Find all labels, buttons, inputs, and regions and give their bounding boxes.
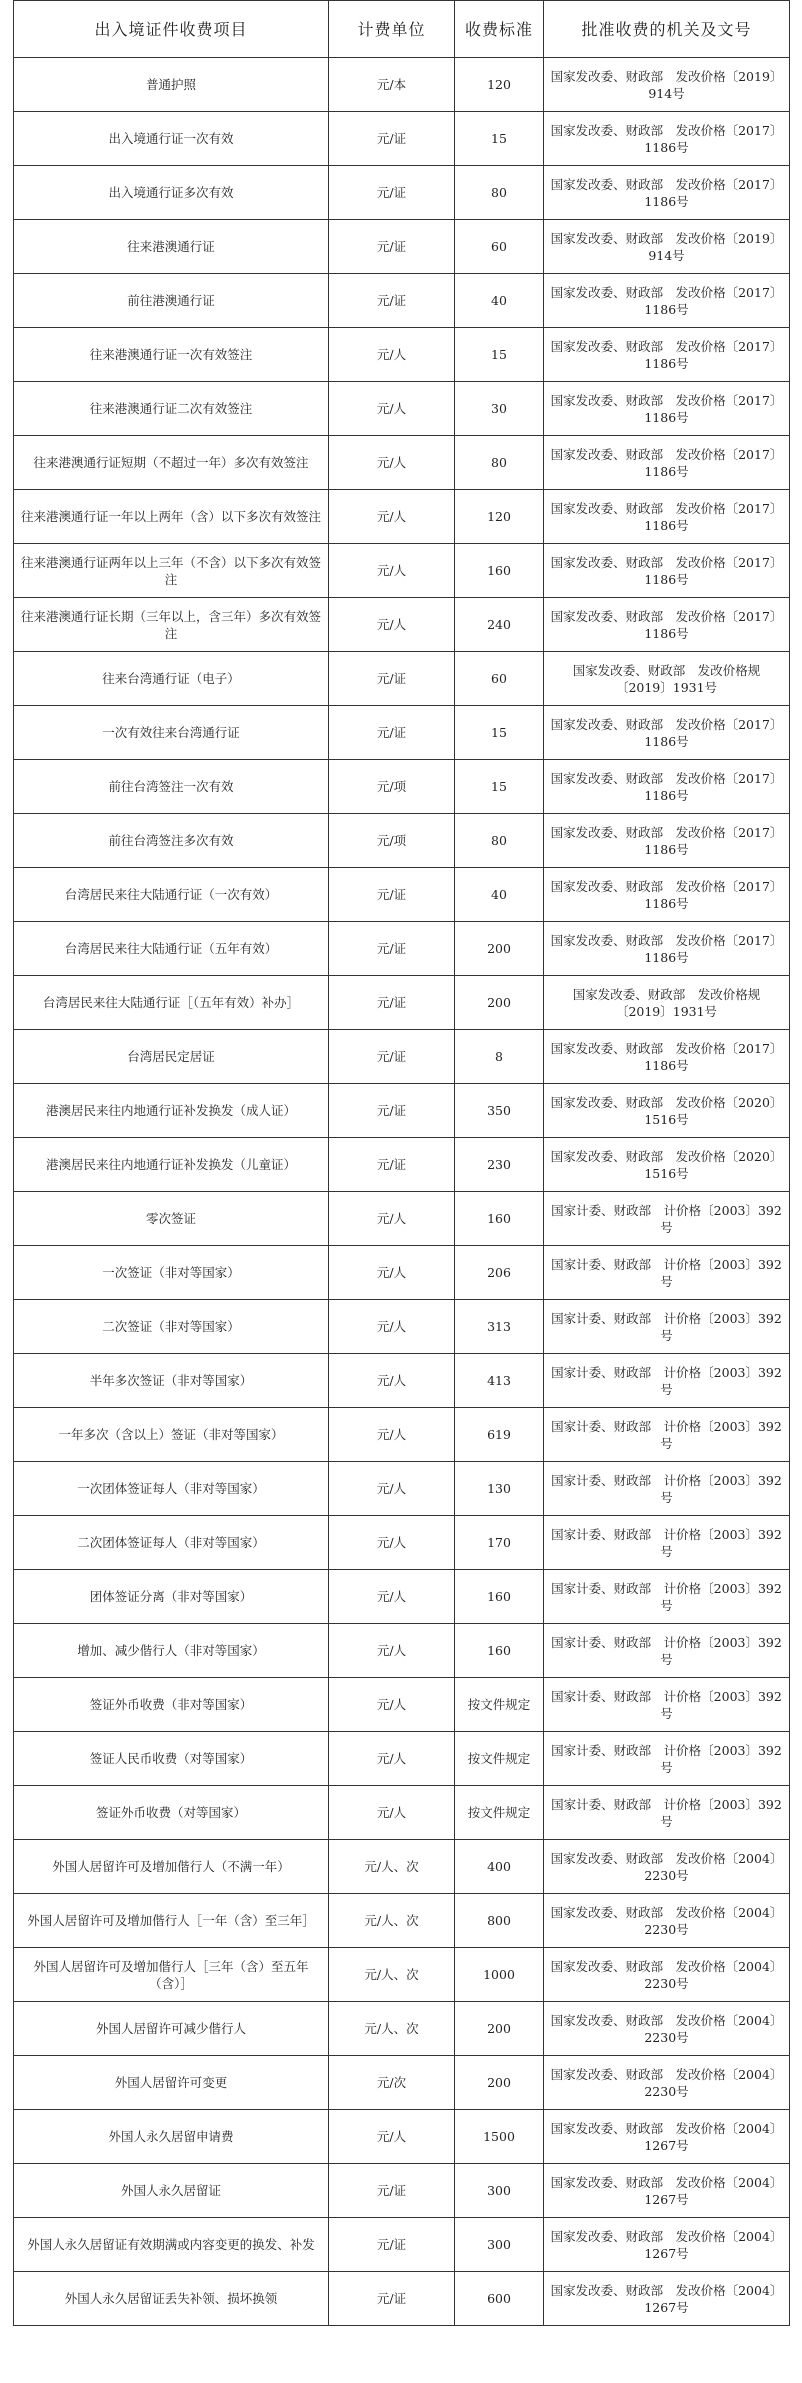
unit-cell: 元/人 xyxy=(329,1678,455,1732)
item-cell: 台湾居民来往大陆通行证（五年有效） xyxy=(14,922,329,976)
item-cell: 签证外币收费（对等国家） xyxy=(14,1786,329,1840)
unit-cell: 元/人 xyxy=(329,436,455,490)
unit-cell: 元/人 xyxy=(329,1624,455,1678)
authority-cell: 国家计委、财政部 计价格〔2003〕392号 xyxy=(544,1516,790,1570)
unit-cell: 元/人 xyxy=(329,598,455,652)
item-cell: 外国人居留许可及增加偕行人（不满一年） xyxy=(14,1840,329,1894)
item-cell: 二次签证（非对等国家） xyxy=(14,1300,329,1354)
item-cell: 半年多次签证（非对等国家） xyxy=(14,1354,329,1408)
table-row xyxy=(14,1462,790,1516)
item-cell: 台湾居民来往大陆通行证［（五年有效）补办］ xyxy=(14,976,329,1030)
table-row xyxy=(14,1894,790,1948)
authority-cell: 国家发改委、财政部 发改价格〔2004〕1267号 xyxy=(544,2218,790,2272)
unit-cell: 元/项 xyxy=(329,814,455,868)
authority-cell: 国家发改委、财政部 发改价格〔2004〕1267号 xyxy=(544,2110,790,2164)
unit-cell: 元/人 xyxy=(329,2110,455,2164)
authority-cell: 国家发改委、财政部 发改价格〔2017〕1186号 xyxy=(544,328,790,382)
authority-cell: 国家发改委、财政部 发改价格〔2004〕2230号 xyxy=(544,2002,790,2056)
authority-cell: 国家计委、财政部 计价格〔2003〕392号 xyxy=(544,1246,790,1300)
authority-cell: 国家发改委、财政部 发改价格〔2017〕1186号 xyxy=(544,490,790,544)
authority-cell: 国家发改委、财政部 发改价格〔2017〕1186号 xyxy=(544,1030,790,1084)
authority-cell: 国家发改委、财政部 发改价格〔2019〕914号 xyxy=(544,58,790,112)
fee-cell: 15 xyxy=(455,760,544,814)
item-cell: 前往港澳通行证 xyxy=(14,274,329,328)
authority-cell: 国家发改委、财政部 发改价格〔2017〕1186号 xyxy=(544,760,790,814)
authority-cell: 国家发改委、财政部 发改价格〔2017〕1186号 xyxy=(544,706,790,760)
item-cell: 一年多次（含以上）签证（非对等国家） xyxy=(14,1408,329,1462)
table-row xyxy=(14,274,790,328)
fee-cell: 800 xyxy=(455,1894,544,1948)
table-row xyxy=(14,1246,790,1300)
unit-cell: 元/证 xyxy=(329,922,455,976)
authority-cell: 国家发改委、财政部 发改价格〔2004〕1267号 xyxy=(544,2164,790,2218)
item-cell: 外国人居留许可变更 xyxy=(14,2056,329,2110)
unit-cell: 元/证 xyxy=(329,112,455,166)
authority-cell: 国家计委、财政部 计价格〔2003〕392号 xyxy=(544,1786,790,1840)
table-row xyxy=(14,760,790,814)
item-cell: 普通护照 xyxy=(14,58,329,112)
fee-cell: 60 xyxy=(455,220,544,274)
unit-cell: 元/证 xyxy=(329,1030,455,1084)
unit-cell: 元/人 xyxy=(329,1570,455,1624)
fee-cell: 按文件规定 xyxy=(455,1786,544,1840)
table-row xyxy=(14,598,790,652)
item-cell: 签证人民币收费（对等国家） xyxy=(14,1732,329,1786)
table-row xyxy=(14,436,790,490)
unit-cell: 元/人、次 xyxy=(329,1948,455,2002)
fee-cell: 80 xyxy=(455,436,544,490)
fee-cell: 240 xyxy=(455,598,544,652)
fee-cell: 313 xyxy=(455,1300,544,1354)
unit-cell: 元/证 xyxy=(329,1138,455,1192)
fee-cell: 60 xyxy=(455,652,544,706)
authority-cell: 国家发改委、财政部 发改价格〔2017〕1186号 xyxy=(544,274,790,328)
fee-cell: 160 xyxy=(455,1624,544,1678)
fee-cell: 400 xyxy=(455,1840,544,1894)
item-cell: 一次有效往来台湾通行证 xyxy=(14,706,329,760)
fee-cell: 619 xyxy=(455,1408,544,1462)
item-cell: 港澳居民来往内地通行证补发换发（成人证） xyxy=(14,1084,329,1138)
unit-cell: 元/证 xyxy=(329,1084,455,1138)
authority-cell: 国家发改委、财政部 发改价格〔2017〕1186号 xyxy=(544,436,790,490)
table-row xyxy=(14,328,790,382)
table-row xyxy=(14,1408,790,1462)
fee-cell: 15 xyxy=(455,706,544,760)
item-cell: 往来台湾通行证（电子） xyxy=(14,652,329,706)
authority-cell: 国家发改委、财政部 发改价格规〔2019〕1931号 xyxy=(544,652,790,706)
header-fee: 收费标准 xyxy=(455,1,544,58)
unit-cell: 元/人 xyxy=(329,1786,455,1840)
authority-cell: 国家发改委、财政部 发改价格〔2004〕1267号 xyxy=(544,2272,790,2326)
item-cell: 往来港澳通行证二次有效签注 xyxy=(14,382,329,436)
item-cell: 往来港澳通行证两年以上三年（不含）以下多次有效签注 xyxy=(14,544,329,598)
fee-cell: 15 xyxy=(455,328,544,382)
fee-cell: 80 xyxy=(455,166,544,220)
item-cell: 外国人永久居留证丢失补领、损坏换领 xyxy=(14,2272,329,2326)
table-header xyxy=(14,1,790,58)
item-cell: 往来港澳通行证短期（不超过一年）多次有效签注 xyxy=(14,436,329,490)
authority-cell: 国家发改委、财政部 发改价格〔2020〕1516号 xyxy=(544,1138,790,1192)
fee-cell: 1000 xyxy=(455,1948,544,2002)
authority-cell: 国家发改委、财政部 发改价格〔2017〕1186号 xyxy=(544,544,790,598)
unit-cell: 元/证 xyxy=(329,652,455,706)
authority-cell: 国家发改委、财政部 发改价格〔2017〕1186号 xyxy=(544,112,790,166)
fee-cell: 按文件规定 xyxy=(455,1732,544,1786)
fee-cell: 170 xyxy=(455,1516,544,1570)
table-row xyxy=(14,922,790,976)
unit-cell: 元/人 xyxy=(329,490,455,544)
fee-cell: 160 xyxy=(455,1192,544,1246)
table-row xyxy=(14,1948,790,2002)
fee-cell: 40 xyxy=(455,868,544,922)
table-row xyxy=(14,112,790,166)
fee-table xyxy=(13,0,790,2326)
unit-cell: 元/人 xyxy=(329,1732,455,1786)
authority-cell: 国家计委、财政部 计价格〔2003〕392号 xyxy=(544,1300,790,1354)
authority-cell: 国家计委、财政部 计价格〔2003〕392号 xyxy=(544,1462,790,1516)
authority-cell: 国家发改委、财政部 发改价格〔2017〕1186号 xyxy=(544,868,790,922)
table-row xyxy=(14,1354,790,1408)
table-body xyxy=(14,58,790,2326)
item-cell: 港澳居民来往内地通行证补发换发（儿童证） xyxy=(14,1138,329,1192)
item-cell: 外国人居留许可及增加偕行人［一年（含）至三年］ xyxy=(14,1894,329,1948)
item-cell: 外国人永久居留申请费 xyxy=(14,2110,329,2164)
unit-cell: 元/人 xyxy=(329,544,455,598)
unit-cell: 元/人 xyxy=(329,1246,455,1300)
fee-cell: 350 xyxy=(455,1084,544,1138)
unit-cell: 元/证 xyxy=(329,220,455,274)
authority-cell: 国家计委、财政部 计价格〔2003〕392号 xyxy=(544,1408,790,1462)
authority-cell: 国家发改委、财政部 发改价格〔2017〕1186号 xyxy=(544,922,790,976)
item-cell: 往来港澳通行证一年以上两年（含）以下多次有效签注 xyxy=(14,490,329,544)
fee-table-wrapper xyxy=(13,0,789,2326)
unit-cell: 元/证 xyxy=(329,2164,455,2218)
item-cell: 往来港澳通行证长期（三年以上，含三年）多次有效签注 xyxy=(14,598,329,652)
authority-cell: 国家计委、财政部 计价格〔2003〕392号 xyxy=(544,1192,790,1246)
unit-cell: 元/证 xyxy=(329,976,455,1030)
authority-cell: 国家计委、财政部 计价格〔2003〕392号 xyxy=(544,1732,790,1786)
item-cell: 外国人居留许可减少偕行人 xyxy=(14,2002,329,2056)
authority-cell: 国家发改委、财政部 发改价格〔2004〕2230号 xyxy=(544,1894,790,1948)
fee-cell: 160 xyxy=(455,544,544,598)
table-row xyxy=(14,2218,790,2272)
authority-cell: 国家发改委、财政部 发改价格〔2004〕2230号 xyxy=(544,2056,790,2110)
unit-cell: 元/人 xyxy=(329,1408,455,1462)
table-row xyxy=(14,2056,790,2110)
header-row xyxy=(14,1,790,58)
unit-cell: 元/人 xyxy=(329,1300,455,1354)
unit-cell: 元/证 xyxy=(329,2218,455,2272)
item-cell: 往来港澳通行证一次有效签注 xyxy=(14,328,329,382)
fee-cell: 120 xyxy=(455,490,544,544)
fee-cell: 200 xyxy=(455,922,544,976)
item-cell: 一次团体签证每人（非对等国家） xyxy=(14,1462,329,1516)
table-row xyxy=(14,2110,790,2164)
item-cell: 团体签证分离（非对等国家） xyxy=(14,1570,329,1624)
unit-cell: 元/人 xyxy=(329,1354,455,1408)
table-row xyxy=(14,1786,790,1840)
header-unit: 计费单位 xyxy=(329,1,455,58)
authority-cell: 国家发改委、财政部 发改价格〔2004〕2230号 xyxy=(544,1948,790,2002)
authority-cell: 国家计委、财政部 计价格〔2003〕392号 xyxy=(544,1354,790,1408)
item-cell: 出入境通行证多次有效 xyxy=(14,166,329,220)
table-row xyxy=(14,1570,790,1624)
fee-cell: 206 xyxy=(455,1246,544,1300)
table-row xyxy=(14,976,790,1030)
unit-cell: 元/人、次 xyxy=(329,1894,455,1948)
unit-cell: 元/人、次 xyxy=(329,2002,455,2056)
item-cell: 前往台湾签注多次有效 xyxy=(14,814,329,868)
unit-cell: 元/人 xyxy=(329,1192,455,1246)
fee-cell: 80 xyxy=(455,814,544,868)
table-row xyxy=(14,1732,790,1786)
authority-cell: 国家发改委、财政部 发改价格〔2017〕1186号 xyxy=(544,382,790,436)
item-cell: 签证外币收费（非对等国家） xyxy=(14,1678,329,1732)
unit-cell: 元/证 xyxy=(329,274,455,328)
table-row xyxy=(14,1084,790,1138)
unit-cell: 元/本 xyxy=(329,58,455,112)
table-row xyxy=(14,1840,790,1894)
fee-cell: 413 xyxy=(455,1354,544,1408)
item-cell: 二次团体签证每人（非对等国家） xyxy=(14,1516,329,1570)
fee-cell: 8 xyxy=(455,1030,544,1084)
fee-cell: 200 xyxy=(455,976,544,1030)
table-row xyxy=(14,1300,790,1354)
table-row xyxy=(14,58,790,112)
fee-cell: 300 xyxy=(455,2218,544,2272)
authority-cell: 国家计委、财政部 计价格〔2003〕392号 xyxy=(544,1570,790,1624)
fee-cell: 200 xyxy=(455,2056,544,2110)
item-cell: 外国人居留许可及增加偕行人［三年（含）至五年（含）］ xyxy=(14,1948,329,2002)
table-row xyxy=(14,814,790,868)
fee-cell: 按文件规定 xyxy=(455,1678,544,1732)
table-row xyxy=(14,2272,790,2326)
item-cell: 一次签证（非对等国家） xyxy=(14,1246,329,1300)
authority-cell: 国家发改委、财政部 发改价格〔2004〕2230号 xyxy=(544,1840,790,1894)
fee-cell: 120 xyxy=(455,58,544,112)
item-cell: 前往台湾签注一次有效 xyxy=(14,760,329,814)
authority-cell: 国家计委、财政部 计价格〔2003〕392号 xyxy=(544,1678,790,1732)
table-row xyxy=(14,706,790,760)
table-row xyxy=(14,220,790,274)
authority-cell: 国家发改委、财政部 发改价格〔2020〕1516号 xyxy=(544,1084,790,1138)
table-row xyxy=(14,1624,790,1678)
authority-cell: 国家发改委、财政部 发改价格〔2019〕914号 xyxy=(544,220,790,274)
fee-cell: 30 xyxy=(455,382,544,436)
fee-cell: 1500 xyxy=(455,2110,544,2164)
header-authority: 批准收费的机关及文号 xyxy=(544,1,790,58)
table-row xyxy=(14,2002,790,2056)
authority-cell: 国家发改委、财政部 发改价格〔2017〕1186号 xyxy=(544,166,790,220)
table-row xyxy=(14,1192,790,1246)
item-cell: 零次签证 xyxy=(14,1192,329,1246)
unit-cell: 元/人 xyxy=(329,1462,455,1516)
table-row xyxy=(14,544,790,598)
authority-cell: 国家发改委、财政部 发改价格规〔2019〕1931号 xyxy=(544,976,790,1030)
unit-cell: 元/人 xyxy=(329,382,455,436)
table-row xyxy=(14,868,790,922)
fee-cell: 200 xyxy=(455,2002,544,2056)
fee-cell: 15 xyxy=(455,112,544,166)
item-cell: 台湾居民来往大陆通行证（一次有效） xyxy=(14,868,329,922)
fee-cell: 160 xyxy=(455,1570,544,1624)
authority-cell: 国家发改委、财政部 发改价格〔2017〕1186号 xyxy=(544,598,790,652)
unit-cell: 元/人 xyxy=(329,1516,455,1570)
fee-cell: 40 xyxy=(455,274,544,328)
unit-cell: 元/次 xyxy=(329,2056,455,2110)
table-row xyxy=(14,1138,790,1192)
item-cell: 台湾居民定居证 xyxy=(14,1030,329,1084)
unit-cell: 元/证 xyxy=(329,2272,455,2326)
table-row xyxy=(14,490,790,544)
table-row xyxy=(14,1030,790,1084)
table-row xyxy=(14,382,790,436)
fee-cell: 600 xyxy=(455,2272,544,2326)
authority-cell: 国家发改委、财政部 发改价格〔2017〕1186号 xyxy=(544,814,790,868)
item-cell: 增加、减少偕行人（非对等国家） xyxy=(14,1624,329,1678)
table-row xyxy=(14,2164,790,2218)
unit-cell: 元/证 xyxy=(329,868,455,922)
table-row xyxy=(14,652,790,706)
unit-cell: 元/证 xyxy=(329,166,455,220)
authority-cell: 国家计委、财政部 计价格〔2003〕392号 xyxy=(544,1624,790,1678)
table-row xyxy=(14,1678,790,1732)
item-cell: 外国人永久居留证 xyxy=(14,2164,329,2218)
unit-cell: 元/人 xyxy=(329,328,455,382)
unit-cell: 元/人、次 xyxy=(329,1840,455,1894)
header-item: 出入境证件收费项目 xyxy=(14,1,329,58)
table-row xyxy=(14,1516,790,1570)
fee-cell: 130 xyxy=(455,1462,544,1516)
unit-cell: 元/项 xyxy=(329,760,455,814)
fee-cell: 300 xyxy=(455,2164,544,2218)
unit-cell: 元/证 xyxy=(329,706,455,760)
table-row xyxy=(14,166,790,220)
fee-cell: 230 xyxy=(455,1138,544,1192)
item-cell: 外国人永久居留证有效期满或内容变更的换发、补发 xyxy=(14,2218,329,2272)
item-cell: 往来港澳通行证 xyxy=(14,220,329,274)
item-cell: 出入境通行证一次有效 xyxy=(14,112,329,166)
